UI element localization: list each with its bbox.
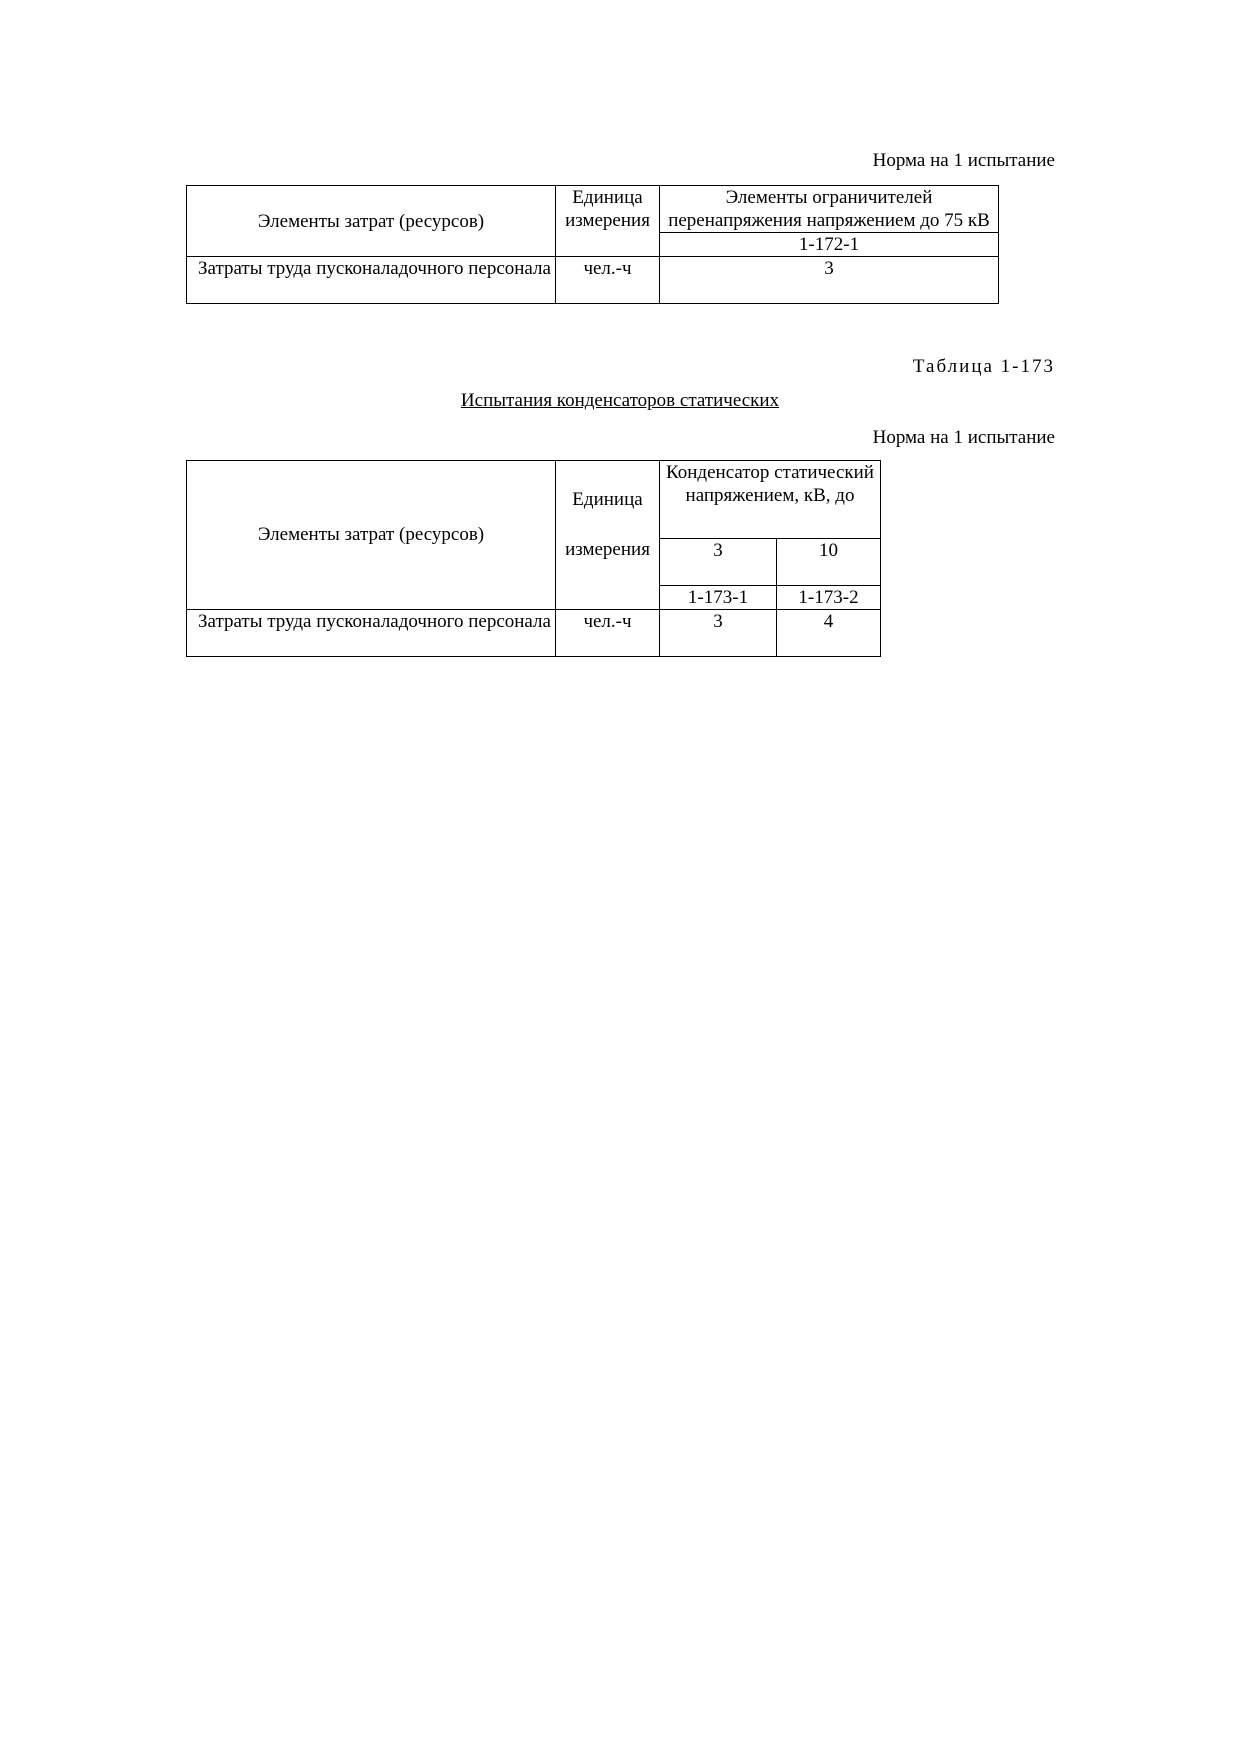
resource-table-1-172 [186,185,999,304]
header-code: 1-172-1 [660,233,999,257]
table-title: Испытания конденсаторов статических [460,390,780,411]
header-voltage-10: 10 [777,538,881,585]
row-element: Затраты труда пусконаладочного персонала [187,609,556,656]
row-unit: чел.-ч [556,609,660,656]
header-elements: Элементы затрат (ресурсов) [187,186,556,257]
header-code-1: 1-173-1 [660,585,777,609]
row-unit: чел.-ч [556,257,660,304]
row-value-1: 3 [660,609,777,656]
norm-note-2: Норма на 1 испытание [872,427,1055,448]
header-unit-bottom: измерения [556,538,660,609]
resource-table-1-173 [186,460,881,657]
table-row [187,609,881,656]
table-row [187,257,999,304]
header-unit-top: Единица [556,461,660,539]
row-value-2: 4 [777,609,881,656]
header-code-2: 1-173-2 [777,585,881,609]
header-voltage-3: 3 [660,538,777,585]
header-elements: Элементы затрат (ресурсов) [187,461,556,610]
header-item: Элементы ограничителей перенапряжения напряжением до 75 кВ [660,186,999,233]
table-number: Таблица 1-173 [912,356,1055,377]
header-unit: Единица измерения [556,186,660,257]
norm-note-1: Норма на 1 испытание [872,150,1055,171]
row-value: 3 [660,257,999,304]
row-element: Затраты труда пусконаладочного персонала [187,257,556,304]
header-item: Конденсатор статический напряжением, кВ, до [660,461,881,539]
